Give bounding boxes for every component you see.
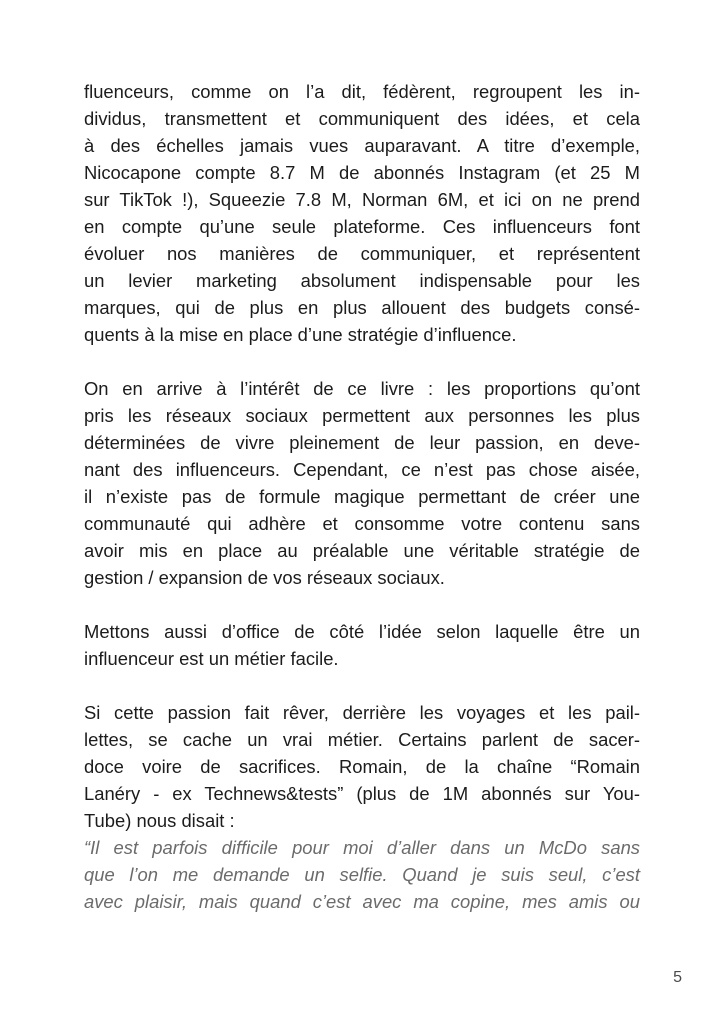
text-line: doce voire de sacrifices. Romain, de la chaîne “Romain (84, 756, 640, 777)
text-line: marques, qui de plus en plus allouent des budgets consé- (84, 297, 640, 318)
quote-line: “Il est parfois difficile pour moi d’aller dans un McDo sans (84, 837, 640, 858)
text-line: avoir mis en place au préalable une véritable stratégie de (84, 540, 640, 561)
text-line: en compte qu’une seule plateforme. Ces influenceurs font (84, 216, 640, 237)
text-line: lettes, se cache un vrai métier. Certains parlent de sacer- (84, 729, 640, 750)
text-line: Si cette passion fait rêver, derrière les voyages et les pail- (84, 702, 640, 723)
text-line: On en arrive à l’intérêt de ce livre : les proportions qu’ont (84, 378, 640, 399)
text-line: dividus, transmettent et communiquent des idées, et cela (84, 108, 640, 129)
text-line: évoluer nos manières de communiquer, et représentent (84, 243, 640, 264)
page-number: 5 (673, 969, 682, 986)
text-line: gestion / expansion de vos réseaux sociaux. (84, 567, 445, 588)
text-line: communauté qui adhère et consomme votre contenu sans (84, 513, 640, 534)
text-line: Nicocapone compte 8.7 M de abonnés Instagram (et 25 M (84, 162, 640, 183)
quote-line: que l’on me demande un selfie. Quand je suis seul, c’est (84, 864, 640, 885)
document-page-body (84, 78, 640, 942)
text-line: déterminées de vivre pleinement de leur passion, en deve- (84, 432, 640, 453)
paragraph-real-job (84, 699, 640, 915)
text-line: sur TikTok !), Squeezie 7.8 M, Norman 6M, et ici on ne prend (84, 189, 640, 210)
text-line: pris les réseaux sociaux permettent aux personnes les plus (84, 405, 640, 426)
text-line: un levier marketing absolument indispensable pour les (84, 270, 640, 291)
paragraph-book-purpose (84, 375, 640, 591)
text-line: quents à la mise en place d’une stratégie d’influence. (84, 324, 517, 345)
text-line: Mettons aussi d’office de côté l’idée selon laquelle être un (84, 621, 640, 642)
text-line: influenceur est un métier facile. (84, 648, 339, 669)
text-line: fluenceurs, comme on l’a dit, fédèrent, regroupent les in- (84, 81, 640, 102)
paragraph-not-easy-job (84, 618, 640, 672)
text-line: Lanéry - ex Technews&tests” (plus de 1M abonnés sur You- (84, 783, 640, 804)
text-line: à des échelles jamais vues auparavant. A titre d’exemple, (84, 135, 640, 156)
text-line: nant des influenceurs. Cependant, ce n’est pas chose aisée, (84, 459, 640, 480)
text-line: il n’existe pas de formule magique permettant de créer une (84, 486, 640, 507)
paragraph-influencers-stats (84, 78, 640, 348)
text-line: Tube) nous disait : (84, 810, 235, 831)
quote-line: avec plaisir, mais quand c’est avec ma copine, mes amis ou (84, 891, 640, 912)
